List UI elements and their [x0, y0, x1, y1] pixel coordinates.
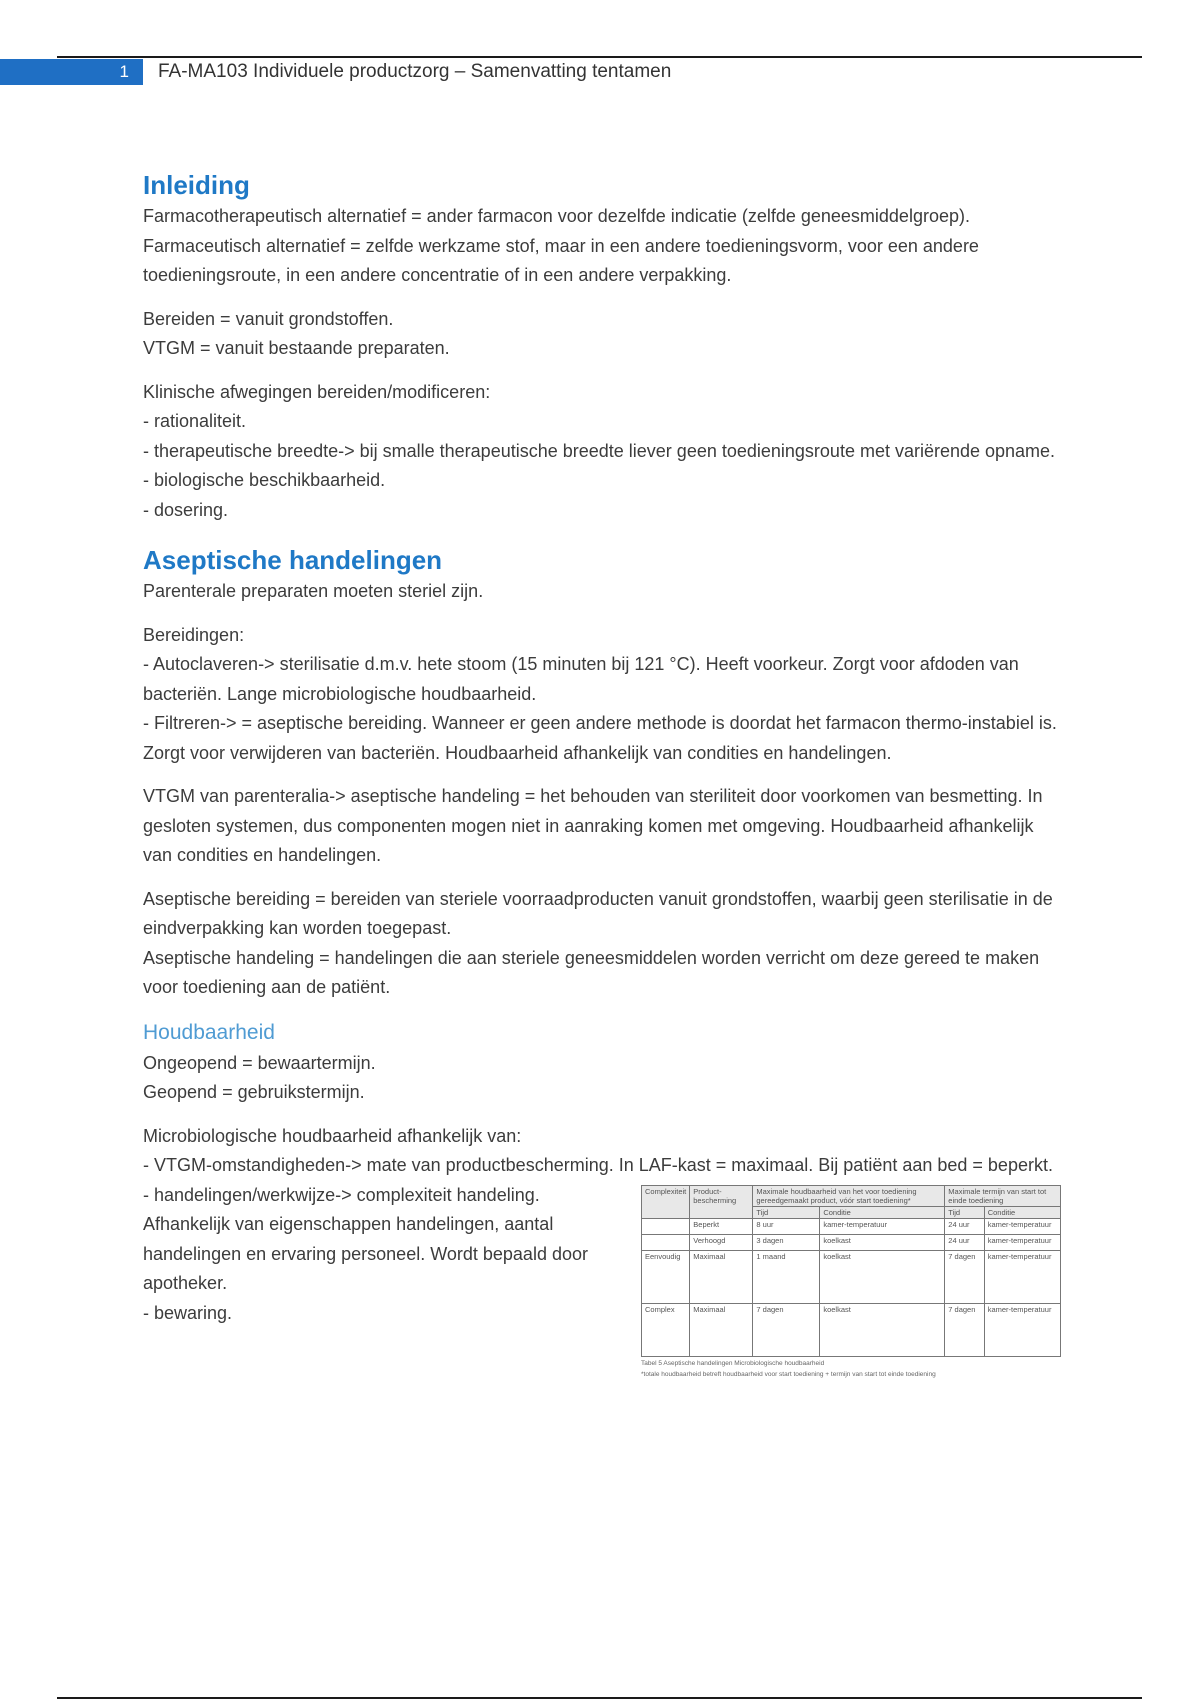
paragraph: Farmacotherapeutisch alternatief = ander farmacon voor dezelfde indicatie (zelfde geneesmiddelgroep). — [143, 206, 970, 226]
table-row — [642, 1218, 1061, 1234]
paragraph: Geopend = gebruikstermijn. — [143, 1082, 365, 1102]
paragraph: Aseptische bereiding = bereiden van steriele voorraadproducten vanuit grondstoffen, waarbij geen sterilisatie in de eindverpakking kan worden toegepast. — [143, 888, 1053, 938]
table-cell: Maximaal — [690, 1303, 753, 1356]
table-cell: 8 uur — [753, 1218, 820, 1234]
table-cell: Verhoogd — [690, 1234, 753, 1250]
table-cell: 7 dagen — [945, 1303, 984, 1356]
houdbaarheid-table — [641, 1185, 1061, 1379]
heading-inleiding: Inleiding — [143, 170, 250, 200]
paragraph: Farmaceutisch alternatief = zelfde werkzame stof, maar in een andere toedieningsvorm, voor een andere toedieningsroute, in een andere concentratie of in een andere verpakking. — [143, 235, 979, 285]
table-cell: kamer-temperatuur — [984, 1218, 1060, 1234]
page-number-text: 1 — [119, 62, 129, 81]
list-item: - rationaliteit. — [143, 411, 247, 431]
list-item: - bewaring. — [143, 1302, 233, 1323]
column-header: Maximale termijn van start tot einde toediening — [945, 1185, 1061, 1206]
left-column — [143, 1181, 608, 1329]
column-header: Conditie — [984, 1206, 1060, 1218]
table-cell: 3 dagen — [753, 1234, 820, 1250]
header-rule — [57, 56, 1142, 58]
table-caption: Tabel 5 Aseptische handelingen Microbiologische houdbaarheid — [641, 1359, 825, 1367]
list-item: - VTGM-omstandigheden-> mate van productbescherming. In LAF-kast = maximaal. Bij patiënt aan bed = beperkt. — [143, 1155, 1053, 1175]
column-header: Tijd — [753, 1206, 820, 1218]
table-cell — [642, 1234, 690, 1250]
paragraph: Bereidingen: — [143, 624, 245, 645]
column-header: Product-bescherming — [690, 1185, 753, 1218]
column-header: Complexiteit — [642, 1185, 690, 1218]
table-cell: kamer-temperatuur — [984, 1250, 1060, 1303]
column-header: Maximale houdbaarheid van het voor toediening gereedgemaakt product, vóór start toediening* — [753, 1185, 945, 1206]
table-row — [642, 1234, 1061, 1250]
paragraph: VTGM van parenteralia-> aseptische handeling = het behouden van steriliteit door voorkomen van besmetting. In gesloten systemen, dus componenten mogen niet in aanraking komen met omgeving. Houdbaarheid afhankelijk van condities en handelingen. — [143, 786, 1043, 865]
table-cell: 24 uur — [945, 1234, 984, 1250]
table-cell: kamer-temperatuur — [984, 1234, 1060, 1250]
table-cell: Beperkt — [690, 1218, 753, 1234]
footer-rule — [57, 1697, 1142, 1699]
document-body — [143, 168, 1058, 1379]
list-item: - therapeutische breedte-> bij smalle therapeutische breedte liever geen toedieningsroute met variërende opname. — [143, 440, 1056, 461]
table — [641, 1185, 1061, 1357]
paragraph: Aseptische handeling = handelingen die aan steriele geneesmiddelen worden verricht om deze gereed te maken voor toediening aan de patiënt. — [143, 947, 1040, 997]
table-cell — [642, 1218, 690, 1234]
list-item: - dosering. — [143, 499, 229, 520]
table-cell: Complex — [642, 1303, 690, 1356]
column-header: Tijd — [945, 1206, 984, 1218]
table-cell: koelkast — [820, 1250, 945, 1303]
list-item: - Autoclaveren-> sterilisatie d.m.v. hete stoom (15 minuten bij 121 °C). Heeft voorkeur. Zorgt voor afdoden van bacteriën. Lange microbiologische houdbaarheid. — [143, 654, 1019, 704]
heading-houdbaarheid: Houdbaarheid — [143, 1020, 275, 1044]
table-cell: koelkast — [820, 1303, 945, 1356]
table-cell: 1 maand — [753, 1250, 820, 1303]
heading-aseptische-handelingen: Aseptische handelingen — [143, 545, 443, 575]
column-header: Conditie — [820, 1206, 945, 1218]
list-item: - Filtreren-> = aseptische bereiding. Wanneer er geen andere methode is doordat het farmacon thermo-instabiel is. Zorgt voor verwijderen van bacteriën. Houdbaarheid afhankelijk van condities en handelingen. — [143, 713, 1057, 763]
table-cell: Eenvoudig — [642, 1250, 690, 1303]
table-row — [642, 1303, 1061, 1356]
list-item: - handelingen/werkwijze-> complexiteit handeling. Afhankelijk van eigenschappen handelingen, aantal handelingen en ervaring personeel. Wordt bepaald door apotheker. — [143, 1184, 588, 1293]
paragraph: Klinische afwegingen bereiden/modificeren: — [143, 381, 491, 402]
table-cell: koelkast — [820, 1234, 945, 1250]
table-cell: 24 uur — [945, 1218, 984, 1234]
table-cell: 7 dagen — [753, 1303, 820, 1356]
paragraph: Ongeopend = bewaartermijn. — [143, 1052, 376, 1073]
paragraph: VTGM = vanuit bestaande preparaten. — [143, 338, 450, 358]
table-cell: Maximaal — [690, 1250, 753, 1303]
paragraph: Bereiden = vanuit grondstoffen. — [143, 308, 394, 329]
paragraph: Parenterale preparaten moeten steriel zijn. — [143, 581, 484, 601]
header-title: FA-MA103 Individuele productzorg – Samenvatting tentamen — [158, 61, 672, 82]
paragraph: Microbiologische houdbaarheid afhankelijk van: — [143, 1125, 522, 1146]
table-row — [642, 1250, 1061, 1303]
list-item: - biologische beschikbaarheid. — [143, 470, 386, 490]
bottom-row — [143, 1181, 1058, 1379]
table-cell: 7 dagen — [945, 1250, 984, 1303]
table-cell: kamer-temperatuur — [984, 1303, 1060, 1356]
page-number — [0, 59, 143, 85]
table-footnote: *totale houdbaarheid betreft houdbaarheid voor start toediening + termijn van start tot einde toediening — [641, 1370, 936, 1378]
table-cell: kamer-temperatuur — [820, 1218, 945, 1234]
